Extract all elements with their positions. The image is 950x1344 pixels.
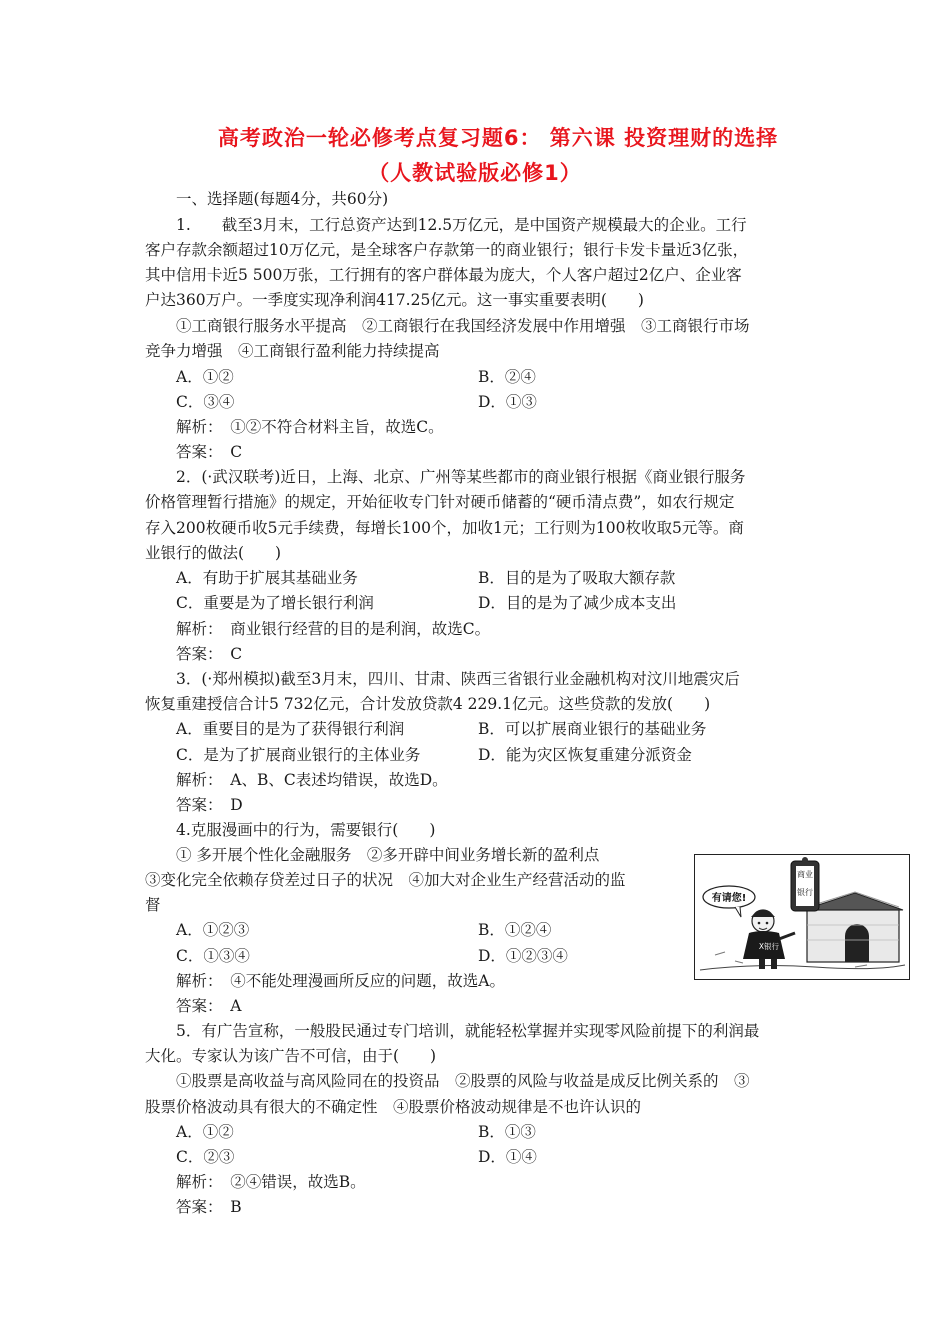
q5-choice-a: A．①② — [176, 1123, 234, 1141]
q5-answer: 答案： B — [176, 1198, 242, 1216]
q1-option-line: ①工商银行服务水平提高 ②工商银行在我国经济发展中作用增强 ③工商银行市场 — [176, 317, 750, 335]
q1-stem-line: 户达360万户。一季度实现净利润417.25亿元。这一事实重要表明( ) — [145, 291, 644, 309]
q5-choice-b: B．①③ — [478, 1123, 536, 1141]
bank-cartoon-image — [694, 854, 910, 980]
q1-option-line: 竞争力增强 ④工商银行盈利能力持续提高 — [145, 342, 440, 360]
q1-choice-c: C．③④ — [176, 393, 235, 411]
q2-choice-d: D．目的是为了减少成本支出 — [478, 594, 677, 612]
q1-stem-line: 客户存款余额超过10万亿元，是全球客户存款第一的商业银行；银行卡发卡量近3亿张， — [145, 241, 749, 259]
q3-choice-d: D．能为灾区恢复重建分派资金 — [478, 746, 692, 764]
q4-answer: 答案： A — [176, 997, 242, 1015]
q5-option-line: 股票价格波动具有很大的不确定性 ④股票价格波动规律是不也许认识的 — [145, 1098, 642, 1116]
q2-stem-line: 业银行的做法( ) — [145, 544, 282, 562]
q3-choice-b: B．可以扩展商业银行的基础业务 — [478, 720, 707, 738]
q2-choice-a: A．有助于扩展其基础业务 — [176, 569, 358, 587]
q1-choice-b: B．②④ — [478, 368, 536, 386]
q2-choice-b: B．目的是为了吸取大额存款 — [478, 569, 676, 587]
cartoon-speech-bubble: 有请您! — [711, 893, 747, 904]
q1-choice-a: A．①② — [176, 368, 234, 386]
q2-stem-line: 价格管理暂行措施》的规定，开始征收专门针对硬币储蓄的“硬币清点费”，如农行规定 — [145, 493, 735, 511]
q2-stem-line: 2．(·武汉联考)近日，上海、北京、广州等某些都市的商业银行根据《商业银行服务 — [176, 468, 746, 486]
q3-answer: 答案： D — [176, 796, 243, 814]
q4-analysis: 解析： ④不能处理漫画所反应的问题，故选A。 — [176, 972, 505, 990]
section-heading: 一、选择题(每题4分，共60分) — [176, 190, 389, 208]
page-title-line2: （人教试验版必修1） — [368, 161, 582, 185]
q2-choice-c: C．重要是为了增长银行利润 — [176, 594, 374, 612]
q4-option-line: ① 多开展个性化金融服务 ②多开辟中间业务增长新的盈利点 — [176, 846, 600, 864]
q3-choice-a: A．重要目的是为了获得银行利润 — [176, 720, 405, 738]
q3-analysis: 解析： A、B、C表述均错误，故选D。 — [176, 771, 448, 789]
q4-choice-b: B．①②④ — [478, 921, 552, 939]
q4-option-line: 督 — [145, 896, 161, 914]
q4-stem: 4.克服漫画中的行为，需要银行( ) — [176, 821, 436, 839]
cartoon-banner-char: 商业 — [797, 870, 813, 879]
q5-choice-d: D．①④ — [478, 1148, 537, 1166]
page-title-line1: 高考政治一轮必修考点复习题6： 第六课 投资理财的选择 — [217, 126, 779, 150]
q4-choice-c: C．①③④ — [176, 947, 250, 965]
q4-choice-d: D．①②③④ — [478, 947, 568, 965]
q1-stem-line: 1. 截至3月末，工行总资产达到12.5万亿元，是中国资产规模最大的企业。工行 — [176, 216, 747, 234]
cartoon-badge: X银行 — [758, 942, 780, 951]
q3-stem-line: 恢复重建授信合计5 732亿元，合计发放贷款4 229.1亿元。这些贷款的发放( ) — [145, 695, 711, 713]
q1-choice-d: D．①③ — [478, 393, 537, 411]
q5-stem-line: 5．有广告宣称，一般股民通过专门培训，就能轻松掌握并实现零风险前提下的利润最 — [176, 1022, 760, 1040]
q2-answer: 答案： C — [176, 645, 243, 663]
q5-option-line: ①股票是高收益与高风险同在的投资品 ②股票的风险与收益是成反比例关系的 ③ — [176, 1072, 750, 1090]
q1-analysis: 解析： ①②不符合材料主旨，故选C。 — [176, 418, 444, 436]
q2-analysis: 解析： 商业银行经营的目的是利润，故选C。 — [176, 620, 491, 638]
q2-stem-line: 存入200枚硬币收5元手续费，每增长100个，加收1元；工行则为100枚收取5元等。商 — [145, 519, 744, 537]
q5-stem-line: 大化。专家认为该广告不可信，由于( ) — [145, 1047, 437, 1065]
q1-stem-line: 其中信用卡近5 500万张，工行拥有的客户群体最为庞大，个人客户超过2亿户、企业客 — [145, 266, 742, 284]
cartoon-banner-char: 银行 — [797, 888, 813, 897]
q3-choice-c: C．是为了扩展商业银行的主体业务 — [176, 746, 421, 764]
q5-analysis: 解析： ②④错误，故选B。 — [176, 1173, 366, 1191]
q5-choice-c: C．②③ — [176, 1148, 235, 1166]
cartoon-drawing — [695, 855, 908, 978]
q3-stem-line: 3．(·郑州模拟)截至3月末，四川、甘肃、陕西三省银行业金融机构对汶川地震灾后 — [176, 670, 740, 688]
q4-choice-a: A．①②③ — [176, 921, 250, 939]
q1-answer: 答案： C — [176, 443, 243, 461]
q4-option-line: ③变化完全依赖存贷差过日子的状况 ④加大对企业生产经营活动的监 — [145, 871, 626, 889]
